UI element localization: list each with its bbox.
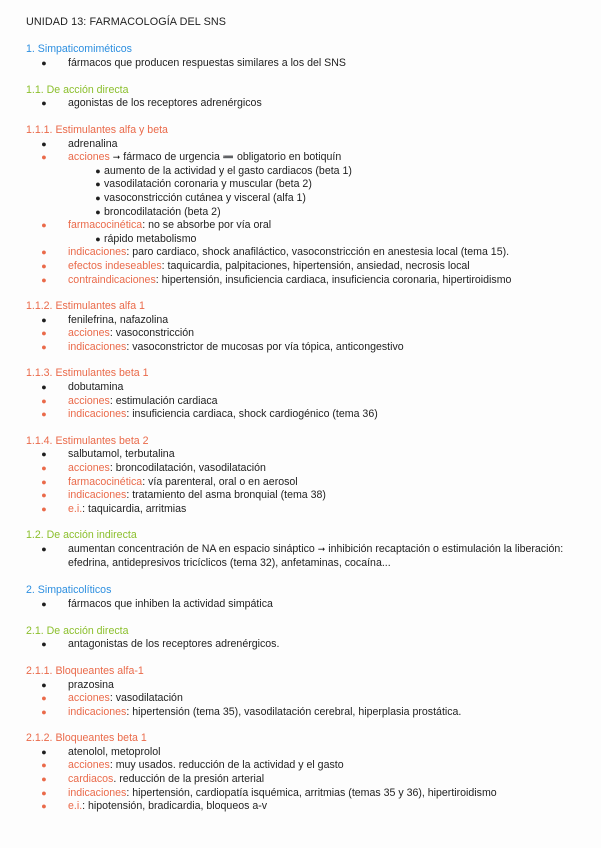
term-text: inhibición recaptación o estimulación la liberación: — [328, 543, 564, 555]
term-text: : vía parenteral, oral o en aerosol — [142, 476, 298, 488]
section-heading: 2.1. De acción directa — [26, 625, 129, 637]
list-item-text: vasoconstricción cutánea y visceral (alfa 1) — [104, 192, 306, 204]
bullet-icon: ● — [41, 139, 47, 149]
term-label: e.i. — [68, 800, 83, 812]
list-item-text: dobutamina — [68, 381, 124, 393]
term-text: . reducción de la presión arterial — [113, 773, 265, 785]
list-item-text — [68, 327, 194, 340]
section-heading: 1.1. De acción directa — [26, 84, 129, 96]
bullet-icon: ● — [41, 680, 47, 690]
term-text: obligatorio en botiquín — [236, 151, 342, 163]
term-label: acciones — [68, 327, 110, 339]
bullet-icon: ● — [41, 463, 47, 473]
term-label: acciones — [68, 462, 110, 474]
section-heading: 1.1.4. Estimulantes beta 2 — [26, 435, 149, 447]
term-label: acciones — [68, 759, 110, 771]
bullet-icon: ● — [41, 261, 47, 271]
list-item-text: aumento de la actividad y el gasto cardiacos (beta 1) — [104, 165, 352, 177]
bullet-icon: ● — [41, 449, 47, 459]
bullet-icon: ● — [41, 504, 47, 514]
term-label: farmacocinética — [68, 476, 143, 488]
term-label: indicaciones — [68, 489, 127, 501]
term-text: : tratamiento del asma bronquial (tema 38) — [126, 489, 326, 501]
dash-icon: ➖ — [222, 152, 235, 162]
list-item-text: antagonistas de los receptores adrenérgicos. — [68, 638, 280, 650]
term-text: : taquicardia, palpitaciones, hipertensión, ansiedad, necrosis local — [161, 260, 470, 272]
term-text: : broncodilatación, vasodilatación — [109, 462, 266, 474]
bullet-icon: ● — [41, 220, 47, 230]
term-text: fármaco de urgencia — [123, 151, 220, 163]
list-item-text — [68, 787, 497, 800]
list-item-text: salbutamol, terbutalina — [68, 448, 175, 460]
list-item-text — [68, 759, 344, 772]
term-text: : no se absorbe por vía oral — [142, 219, 272, 231]
term-label: indicaciones — [68, 246, 127, 258]
term-label: efectos indeseables — [68, 260, 162, 272]
list-item-text — [68, 800, 267, 813]
bullet-icon: ● — [41, 328, 47, 338]
term-label: indicaciones — [68, 341, 127, 353]
section-heading: 1.1.2. Estimulantes alfa 1 — [26, 300, 145, 312]
bullet-icon: ● — [41, 315, 47, 325]
list-item-text — [68, 773, 264, 786]
list-item-text — [68, 274, 511, 287]
bullet-icon: ● — [41, 747, 47, 757]
section-heading: 1.1.1. Estimulantes alfa y beta — [26, 124, 168, 136]
bullet-icon: ● — [41, 760, 47, 770]
list-item-text — [68, 260, 470, 273]
bullet-icon: ● — [95, 179, 101, 189]
list-item-text — [68, 489, 326, 502]
term-text: : muy usados. reducción de la actividad y el gasto — [109, 759, 344, 771]
list-item-text — [68, 462, 266, 475]
list-item-text — [68, 341, 404, 354]
section-heading: 2.1.2. Bloqueantes beta 1 — [26, 732, 147, 744]
term-text: aumentan concentración de NA en espacio sináptico — [68, 543, 315, 555]
list-item-text: broncodilatación (beta 2) — [104, 206, 221, 218]
bullet-icon: ● — [41, 98, 47, 108]
term-text: : hipertensión, insuficiencia cardiaca, insuficiencia coronaria, hipertiroidismo — [155, 274, 512, 286]
bullet-icon: ● — [41, 396, 47, 406]
section-heading: 1.2. De acción indirecta — [26, 529, 137, 541]
term-text: : estimulación cardiaca — [109, 395, 218, 407]
bullet-icon: ● — [41, 801, 47, 811]
list-item-text — [68, 408, 378, 421]
term-label: indicaciones — [68, 408, 127, 420]
term-label: indicaciones — [68, 706, 127, 718]
term-label: farmacocinética — [68, 219, 143, 231]
term-label: acciones — [68, 151, 110, 163]
list-item-text: fármacos que inhiben la actividad simpática — [68, 598, 273, 610]
list-item-text: vasodilatación coronaria y muscular (beta 2) — [104, 178, 312, 190]
bullet-icon: ● — [95, 207, 101, 217]
term-label: acciones — [68, 692, 110, 704]
list-item-text — [68, 246, 509, 259]
term-label: indicaciones — [68, 787, 127, 799]
section-heading: 1. Simpaticomiméticos — [26, 43, 132, 55]
term-label: cardiacos — [68, 773, 114, 785]
term-text: : hipertensión, cardiopatía isquémica, arritmias (temas 35 y 36), hipertiroidismo — [126, 787, 497, 799]
bullet-icon: ● — [41, 544, 47, 554]
term-label: acciones — [68, 395, 110, 407]
list-item-text — [68, 219, 271, 232]
list-item-text: prazosina — [68, 679, 114, 691]
list-item-text — [68, 151, 341, 164]
list-item-text: atenolol, metoprolol — [68, 746, 161, 758]
list-item-text: agonistas de los receptores adrenérgicos — [68, 97, 262, 109]
list-item-text — [68, 543, 563, 556]
bullet-icon: ● — [41, 275, 47, 285]
bullet-icon: ● — [41, 58, 47, 68]
term-text: : vasodilatación — [109, 692, 183, 704]
section-heading: 2. Simpaticolíticos — [26, 584, 112, 596]
list-item-text: adrenalina — [68, 138, 118, 150]
list-item-text — [68, 503, 186, 516]
term-text: : vasoconstrictor de mucosas por vía tópica, anticongestivo — [126, 341, 404, 353]
list-item-text — [68, 706, 461, 719]
bullet-icon: ● — [41, 152, 47, 162]
list-item-text: fármacos que producen respuestas similares a los del SNS — [68, 57, 346, 69]
bullet-icon: ● — [41, 477, 47, 487]
bullet-icon: ● — [41, 490, 47, 500]
term-text: : hipotensión, bradicardia, bloqueos a-v — [82, 800, 268, 812]
bullet-icon: ● — [41, 599, 47, 609]
list-item-text: rápido metabolismo — [104, 233, 197, 245]
section-heading: 1.1.3. Estimulantes beta 1 — [26, 367, 149, 379]
bullet-icon: ● — [41, 788, 47, 798]
bullet-icon: ● — [95, 193, 101, 203]
arrow-right-icon: ➞ — [317, 544, 326, 554]
term-text: : paro cardiaco, shock anafiláctico, vasoconstricción en anestesia local (tema 15). — [126, 246, 510, 258]
bullet-icon: ● — [95, 234, 101, 244]
bullet-icon: ● — [41, 382, 47, 392]
bullet-icon: ● — [41, 342, 47, 352]
list-item-text — [68, 395, 218, 408]
term-text: : taquicardia, arritmias — [82, 503, 187, 515]
term-text: : hipertensión (tema 35), vasodilatación cerebral, hiperplasia prostática. — [126, 706, 462, 718]
bullet-icon: ● — [41, 409, 47, 419]
bullet-icon: ● — [41, 247, 47, 257]
list-item-text: fenilefrina, nafazolina — [68, 314, 169, 326]
list-item-continuation: efedrina, antidepresivos tricíclicos (tema 32), anfetaminas, cocaína... — [68, 557, 391, 569]
arrow-right-icon: ➞ — [112, 152, 121, 162]
term-text: : vasoconstricción — [109, 327, 195, 339]
list-item-text — [68, 692, 183, 705]
term-text: : insuficiencia cardiaca, shock cardiogénico (tema 36) — [126, 408, 378, 420]
term-label: contraindicaciones — [68, 274, 156, 286]
term-label: e.i. — [68, 503, 83, 515]
bullet-icon: ● — [41, 774, 47, 784]
bullet-icon: ● — [95, 166, 101, 176]
list-item-text — [68, 476, 298, 489]
section-heading: 2.1.1. Bloqueantes alfa-1 — [26, 665, 144, 677]
bullet-icon: ● — [41, 707, 47, 717]
bullet-icon: ● — [41, 693, 47, 703]
bullet-icon: ● — [41, 639, 47, 649]
page-title: UNIDAD 13: FARMACOLOGÍA DEL SNS — [26, 16, 227, 28]
